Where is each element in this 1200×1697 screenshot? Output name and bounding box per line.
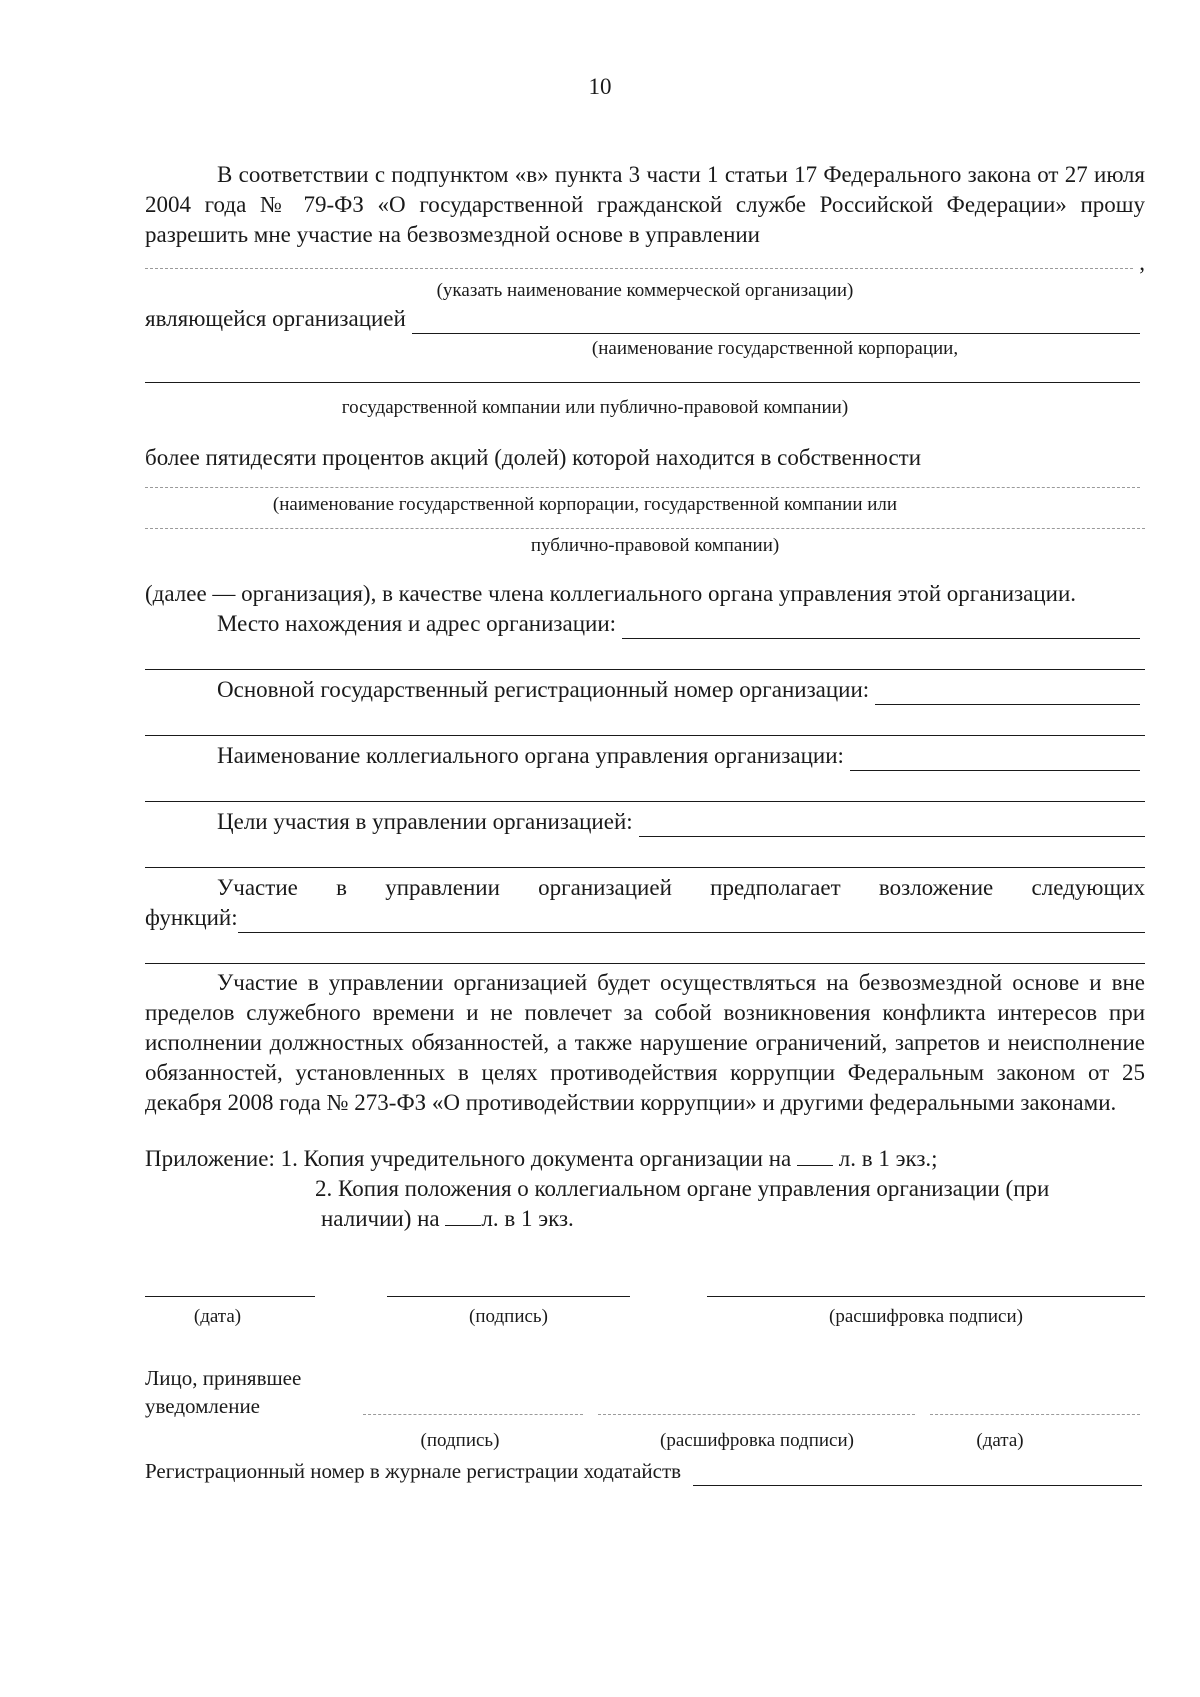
location-field[interactable] bbox=[622, 616, 1140, 639]
attachment-1 bbox=[145, 1144, 1145, 1174]
caption-receiver-decode: (расшифровка подписи) bbox=[660, 1430, 854, 1451]
caption-owner-2: публично-правовой компании) bbox=[530, 535, 780, 556]
location-label: Место нахождения и адрес организации: bbox=[217, 611, 617, 636]
attachment-1-pages-field[interactable] bbox=[797, 1145, 833, 1166]
functions-field-continued[interactable] bbox=[145, 963, 1145, 964]
caption-state-corp-2: государственной компании или публично-правовой компании) bbox=[341, 397, 849, 418]
receiver-label-2: уведомление bbox=[145, 1394, 261, 1418]
functions-text: Участие в управлении организацией предполагает возложение следующих bbox=[217, 875, 1145, 900]
signature-decode-field[interactable] bbox=[707, 1296, 1145, 1297]
receiver-date-field[interactable] bbox=[930, 1414, 1140, 1415]
declaration-paragraph: Участие в управлении организацией будет осуществляться на безвозмездной основе и вне пределов служебного времени и не повлечет за собой возникновения конфликта интересов при исполнении должностных обязанностей, а также нарушение ограничений, запретов и неисполнение обязанностей, установленных в целях противодействия коррупции Федеральным законом от 25 декабря 2008 года № 273-ФЗ «О противодействии коррупции» и другими федеральными законами. bbox=[145, 970, 1145, 1115]
attachments bbox=[145, 1144, 1145, 1234]
registration-number-field[interactable] bbox=[693, 1463, 1142, 1486]
intro-paragraph: В соответствии с подпунктом «в» пункта 3 части 1 статьи 17 Федерального закона от 27 июля 2004 года № 79-ФЗ «О государственной гражданской службе Российской Федерации» прошу разрешить мне участие на безвозмездной основе в управлении bbox=[145, 162, 1145, 247]
attachment-2-prefix: наличии) на bbox=[321, 1206, 440, 1231]
receiver-block bbox=[145, 1364, 1145, 1464]
commercial-org-field[interactable] bbox=[145, 268, 1133, 269]
caption-sign: (подпись) bbox=[469, 1306, 548, 1327]
caption-receiver-date: (дата) bbox=[976, 1430, 1024, 1451]
attachments-label: Приложение: bbox=[145, 1146, 275, 1171]
signature-block bbox=[145, 1276, 1145, 1346]
receiver-sign-field[interactable] bbox=[363, 1414, 583, 1415]
ogrn-label: Основной государственный регистрационный номер организации: bbox=[217, 677, 870, 702]
caption-state-corp-1: (наименование государственной корпорации, bbox=[591, 338, 959, 359]
functions-field[interactable] bbox=[238, 910, 1145, 933]
line-end-comma: , bbox=[1139, 250, 1145, 275]
page-number: 10 bbox=[588, 74, 612, 99]
functions-row bbox=[145, 903, 1145, 933]
goals-row bbox=[145, 807, 1145, 837]
caption-date: (дата) bbox=[193, 1306, 242, 1327]
attachment-1-suffix: л. в 1 экз.; bbox=[838, 1146, 938, 1171]
board-name-label: Наименование коллегиального органа управления организации: bbox=[217, 743, 844, 768]
board-name-field[interactable] bbox=[850, 748, 1140, 771]
goals-field[interactable] bbox=[639, 814, 1145, 837]
caption-receiver-sign: (подпись) bbox=[420, 1430, 500, 1451]
attachment-2-line-2 bbox=[145, 1204, 1145, 1234]
attachment-2: 2. Копия положения о коллегиальном органе управления организации (при bbox=[315, 1176, 1050, 1201]
attachment-2-pages-field[interactable] bbox=[445, 1205, 481, 1226]
board-name-row bbox=[145, 741, 1145, 771]
caption-decode: (расшифровка подписи) bbox=[829, 1306, 1023, 1327]
receiver-label-1: Лицо, принявшее bbox=[145, 1366, 302, 1390]
owner-field-2[interactable] bbox=[145, 528, 1145, 529]
location-row bbox=[145, 609, 1145, 639]
signature-date-field[interactable] bbox=[145, 1296, 315, 1297]
being-org-label: являющейся организацией bbox=[145, 306, 406, 331]
commercial-org-line-wrap bbox=[145, 250, 1145, 276]
being-org-field[interactable] bbox=[412, 311, 1140, 334]
shares-text: более пятидесяти процентов акций (долей) которой находится в собственности bbox=[145, 445, 922, 470]
goals-label: Цели участия в управлении организацией: bbox=[217, 809, 633, 834]
hereinafter-text: (далее — организация), в качестве члена коллегиального органа управления этой организации. bbox=[145, 581, 1077, 606]
functions-label: функций: bbox=[145, 905, 238, 930]
receiver-decode-field[interactable] bbox=[598, 1414, 915, 1415]
form-content bbox=[145, 160, 1145, 1486]
owner-field-1[interactable] bbox=[145, 487, 1140, 488]
attachment-2-suffix: л. в 1 экз. bbox=[481, 1206, 574, 1231]
attachment-1-text: 1. Копия учредительного документа организации на bbox=[280, 1146, 792, 1171]
ogrn-row bbox=[145, 675, 1145, 705]
goals-field-continued[interactable] bbox=[145, 867, 1145, 868]
ogrn-field-continued[interactable] bbox=[145, 735, 1145, 736]
caption-owner-1: (наименование государственной корпорации, государственной компании или bbox=[272, 494, 898, 515]
signature-sign-field[interactable] bbox=[387, 1296, 630, 1297]
location-field-continued[interactable] bbox=[145, 669, 1145, 670]
state-corp-field[interactable] bbox=[145, 382, 1140, 383]
registration-label: Регистрационный номер в журнале регистрации ходатайств bbox=[145, 1459, 682, 1483]
board-name-field-continued[interactable] bbox=[145, 801, 1145, 802]
caption-commercial-org: (указать наименование коммерческой организации) bbox=[436, 280, 854, 301]
being-org-row bbox=[145, 304, 1145, 334]
ogrn-field[interactable] bbox=[875, 682, 1140, 705]
